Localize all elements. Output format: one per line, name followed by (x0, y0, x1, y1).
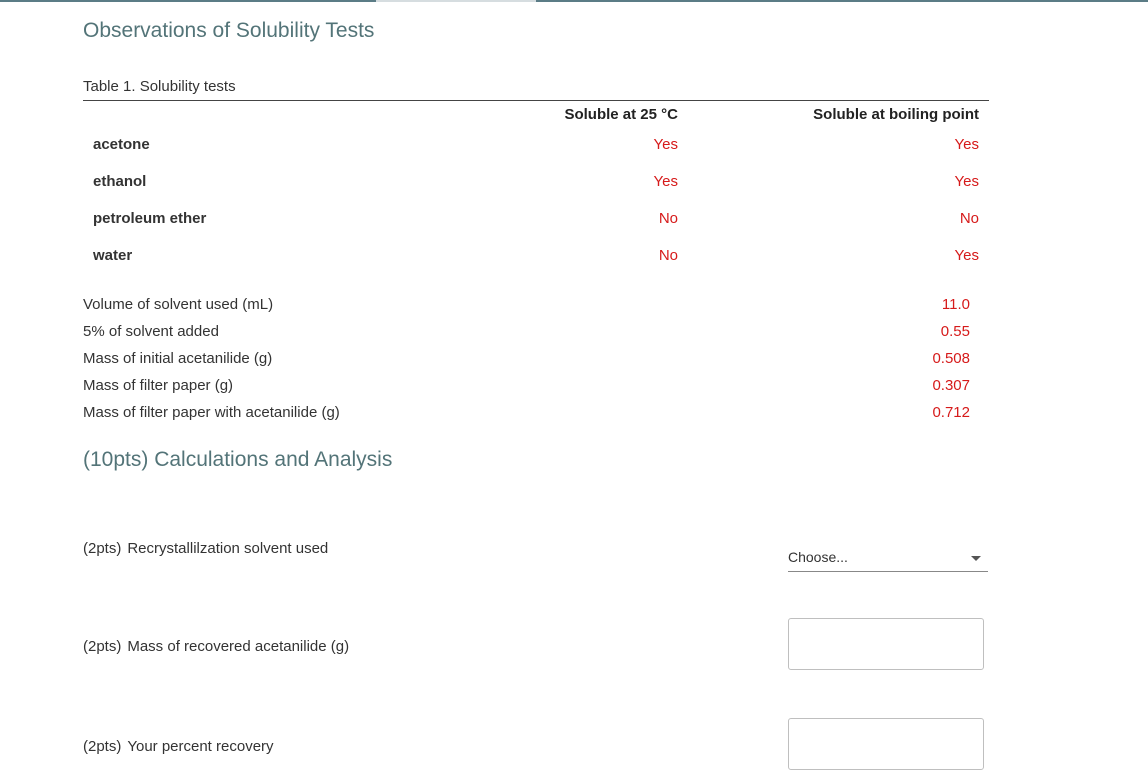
table-row (83, 136, 989, 156)
question-points: (2pts) (83, 738, 122, 755)
table-top-rule (83, 100, 989, 101)
question-label: Mass of recovered acetanilide (g) (127, 638, 350, 655)
column-header-boiling: Soluble at boiling point (813, 106, 979, 123)
solvent-select[interactable] (788, 546, 988, 572)
calculations-title: (10pts) Calculations and Analysis (83, 448, 393, 471)
top-scroll-indicator (376, 0, 536, 2)
measurement-label: Volume of solvent used (mL) (83, 296, 274, 313)
soluble-25c-value: No (658, 210, 678, 227)
measurement-value: 0.508 (932, 350, 970, 367)
measurement-row (83, 323, 989, 343)
question-label: Your percent recovery (127, 738, 274, 755)
question-mass-recovered (83, 638, 349, 655)
solvent-name: water (93, 247, 133, 264)
table-row (83, 173, 989, 193)
measurement-label: 5% of solvent added (83, 323, 219, 340)
measurement-label: Mass of filter paper (g) (83, 377, 234, 394)
measurement-row (83, 350, 989, 370)
question-solvent-used (83, 540, 328, 557)
question-points: (2pts) (83, 540, 122, 557)
measurement-value: 0.55 (940, 323, 970, 340)
soluble-boiling-value: No (959, 210, 979, 227)
percent-recovery-input[interactable] (788, 718, 984, 770)
soluble-25c-value: No (658, 247, 678, 264)
question-percent-recovery (83, 738, 274, 755)
question-label: Recrystallilzation solvent used (127, 540, 329, 557)
solvent-name: acetone (93, 136, 150, 153)
measurement-value: 11.0 (941, 296, 970, 313)
measurement-label: Mass of filter paper with acetanilide (g) (83, 404, 340, 421)
solvent-select-value: Choose... (788, 549, 848, 565)
solvent-name: ethanol (93, 173, 147, 190)
measurement-value: 0.307 (932, 377, 970, 394)
measurement-row (83, 296, 989, 316)
measurement-value: 0.712 (932, 404, 970, 421)
measurement-label: Mass of initial acetanilide (g) (83, 350, 273, 367)
table-caption: Table 1. Solubility tests (83, 78, 236, 95)
section-title: Observations of Solubility Tests (83, 19, 375, 42)
mass-recovered-input[interactable] (788, 618, 984, 670)
measurement-row (83, 377, 989, 397)
question-points: (2pts) (83, 638, 122, 655)
table-row (83, 247, 989, 267)
chevron-down-icon (971, 556, 981, 561)
soluble-boiling-value: Yes (954, 173, 979, 190)
soluble-25c-value: Yes (653, 136, 678, 153)
measurement-row (83, 404, 989, 424)
soluble-25c-value: Yes (653, 173, 678, 190)
top-accent-bar (0, 0, 1148, 2)
table-row (83, 210, 989, 230)
solvent-name: petroleum ether (93, 210, 207, 227)
column-header-25c: Soluble at 25 °C (564, 106, 678, 123)
soluble-boiling-value: Yes (954, 136, 979, 153)
soluble-boiling-value: Yes (954, 247, 979, 264)
